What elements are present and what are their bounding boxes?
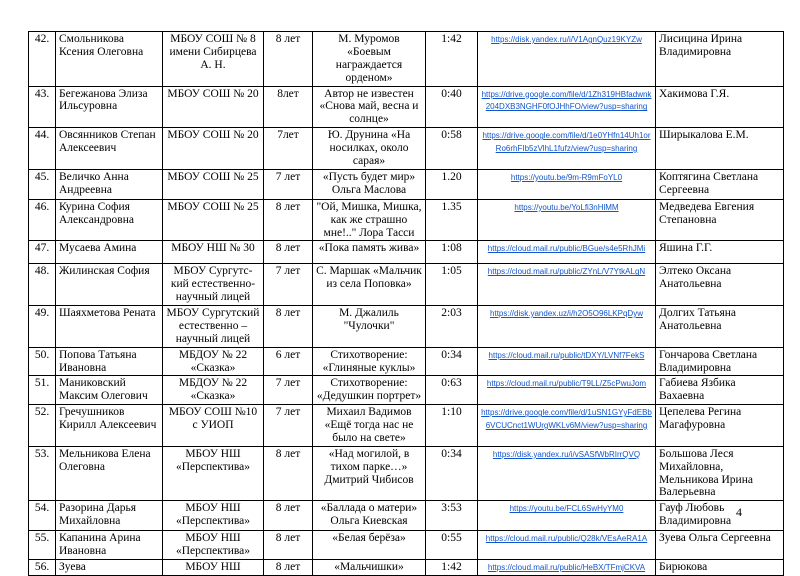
cell-link — [478, 306, 656, 348]
cell-link — [478, 128, 656, 170]
cell-number: 53. — [29, 446, 56, 501]
cell-link — [478, 169, 656, 199]
participants-table — [28, 31, 784, 576]
cell-age: 8 лет — [264, 560, 313, 576]
cell-work-title: М. Джалиль "Чулочки" — [313, 306, 426, 348]
cell-teacher: Медведева Евгения Степановна — [656, 199, 784, 241]
cell-link — [478, 405, 656, 447]
cell-link — [478, 264, 656, 306]
cell-link — [478, 376, 656, 405]
cell-link — [478, 199, 656, 241]
cell-participant-name: Смольникова Ксения Олеговна — [56, 32, 163, 87]
table-body — [29, 32, 784, 576]
cell-school: МБОУ СОШ № 20 — [163, 128, 264, 170]
cell-teacher: Зуева Ольга Сергеевна — [656, 531, 784, 560]
cell-duration: 0:58 — [426, 128, 478, 170]
cell-number: 54. — [29, 501, 56, 531]
cell-age: 7 лет — [264, 376, 313, 405]
work-video-link[interactable]: https://cloud.mail.ru/public/tDXY/LVNf7FekS — [488, 350, 645, 360]
table-row — [29, 264, 784, 306]
cell-number: 56. — [29, 560, 56, 576]
page-number: 4 — [736, 505, 742, 519]
work-video-link[interactable]: https://disk.yandex.ru/i/vSASfWbRIrrQVQ — [492, 449, 641, 459]
cell-teacher: Элтеко Оксана Анатольевна — [656, 264, 784, 306]
cell-link — [478, 347, 656, 376]
cell-age: 8 лет — [264, 501, 313, 531]
cell-teacher: Большова Леся Михайловна, Мельникова Ирина Валерьевна — [656, 446, 784, 501]
cell-duration: 0:34 — [426, 347, 478, 376]
cell-work-title: Стихотворение: «Дедушкин портрет» — [313, 376, 426, 405]
cell-work-title: Автор не известен «Снова май, весна и солнце» — [313, 86, 426, 128]
cell-participant-name: Величко Анна Андреевна — [56, 169, 163, 199]
cell-age: 8 лет — [264, 306, 313, 348]
cell-school: МБОУ НШ «Перспектива» — [163, 446, 264, 501]
cell-participant-name: Попова Татьяна Ивановна — [56, 347, 163, 376]
cell-work-title: «Баллада о матери» Ольга Киевская — [313, 501, 426, 531]
table-row — [29, 169, 784, 199]
table-row — [29, 241, 784, 264]
cell-duration: 1:42 — [426, 32, 478, 87]
cell-age: 8 лет — [264, 531, 313, 560]
cell-participant-name: Мельникова Елена Олеговна — [56, 446, 163, 501]
table-row — [29, 306, 784, 348]
work-video-link[interactable]: https://drive.google.com/file/d/1uSN1GYyFdEBb6VCUCnct1WUrgWKLv6M/view?usp=sharing — [481, 408, 652, 430]
cell-participant-name: Жилинская София — [56, 264, 163, 306]
table-row — [29, 199, 784, 241]
cell-participant-name: Зуева — [56, 560, 163, 576]
cell-duration: 1:42 — [426, 560, 478, 576]
cell-link — [478, 501, 656, 531]
cell-duration: 1.35 — [426, 199, 478, 241]
cell-participant-name: Курина София Александровна — [56, 199, 163, 241]
cell-number: 42. — [29, 32, 56, 87]
cell-work-title: Стихотворение: «Глиняные куклы» — [313, 347, 426, 376]
cell-school: МБОУ СОШ №10 с УИОП — [163, 405, 264, 447]
cell-teacher: Гауф Любовь Владимировна — [656, 501, 784, 531]
cell-number: 47. — [29, 241, 56, 264]
cell-number: 55. — [29, 531, 56, 560]
cell-age: 8 лет — [264, 446, 313, 501]
cell-number: 49. — [29, 306, 56, 348]
cell-teacher: Бирюкова — [656, 560, 784, 576]
work-video-link[interactable]: https://cloud.mail.ru/public/T9LL/Z5cPwuJom — [486, 379, 647, 389]
cell-work-title: «Пока память жива» — [313, 241, 426, 264]
cell-work-title: Ю. Друнина «На носилках, около сарая» — [313, 128, 426, 170]
cell-participant-name: Овсянников Степан Алексеевич — [56, 128, 163, 170]
cell-number: 45. — [29, 169, 56, 199]
cell-link — [478, 446, 656, 501]
cell-duration: 1:05 — [426, 264, 478, 306]
cell-work-title: С. Маршак «Мальчик из села Поповка» — [313, 264, 426, 306]
work-video-link[interactable]: https://youtu.be/FCL6SwHyYM0 — [509, 504, 624, 514]
cell-teacher: Габиева Язбика Вахаевна — [656, 376, 784, 405]
work-video-link[interactable]: https://cloud.mail.ru/public/HeBX/TFmjCKVA — [487, 563, 646, 572]
cell-number: 46. — [29, 199, 56, 241]
cell-school: МБОУ СОШ № 25 — [163, 199, 264, 241]
cell-work-title: «Пусть будет мир» Ольга Маслова — [313, 169, 426, 199]
table-row — [29, 560, 784, 576]
cell-duration: 3:53 — [426, 501, 478, 531]
cell-duration: 2:03 — [426, 306, 478, 348]
table-row — [29, 501, 784, 531]
cell-age: 7 лет — [264, 264, 313, 306]
table-row — [29, 376, 784, 405]
cell-teacher: Гончарова Светлана Владимировна — [656, 347, 784, 376]
cell-participant-name: Мусаева Амина — [56, 241, 163, 264]
cell-participant-name: Шаяхметова Рената — [56, 306, 163, 348]
cell-number: 52. — [29, 405, 56, 447]
table-row — [29, 128, 784, 170]
cell-teacher: Яшина Г.Г. — [656, 241, 784, 264]
cell-age: 8лет — [264, 86, 313, 128]
cell-work-title: "Ой, Мишка, Мишка, как же страшно мне!.." Лора Тасси — [313, 199, 426, 241]
cell-participant-name: Разорина Дарья Михайловна — [56, 501, 163, 531]
cell-teacher: Лисицина Ирина Владимировна — [656, 32, 784, 87]
cell-work-title: «Мальчишки» — [313, 560, 426, 576]
cell-age: 7лет — [264, 128, 313, 170]
cell-work-title: М. Муромов «Боевым награждается орденом» — [313, 32, 426, 87]
cell-age: 8 лет — [264, 199, 313, 241]
cell-duration: 0:34 — [426, 446, 478, 501]
cell-school: МБОУ СОШ № 20 — [163, 86, 264, 128]
cell-number: 50. — [29, 347, 56, 376]
cell-duration: 1.20 — [426, 169, 478, 199]
cell-work-title: «Над могилой, в тихом парке…» Дмитрий Чибисов — [313, 446, 426, 501]
cell-school: МБОУ Сургутский естественно – научный лицей — [163, 306, 264, 348]
cell-duration: 0:40 — [426, 86, 478, 128]
work-video-link[interactable]: https://youtu.be/YoLfi3nHlMM — [514, 202, 619, 212]
cell-link — [478, 531, 656, 560]
cell-participant-name: Бегежанова Элиза Ильсуровна — [56, 86, 163, 128]
cell-number: 43. — [29, 86, 56, 128]
table-row — [29, 347, 784, 376]
work-video-link[interactable]: https://disk.yandex.uz/i/h2O5O96LKPqDyw — [490, 309, 643, 318]
table-row — [29, 531, 784, 560]
work-video-link[interactable]: https://cloud.mail.ru/public/Q28k/VEsAeRA1A — [485, 534, 648, 544]
cell-school: МБДОУ № 22 «Сказка» — [163, 347, 264, 376]
cell-number: 44. — [29, 128, 56, 170]
cell-participant-name: Гречушников Кирилл Алексеевич — [56, 405, 163, 447]
cell-number: 51. — [29, 376, 56, 405]
cell-participant-name: Капанина Арина Ивановна — [56, 531, 163, 560]
cell-link — [478, 241, 656, 264]
table-row — [29, 32, 784, 87]
cell-age: 6 лет — [264, 347, 313, 376]
cell-school: МБДОУ № 22 «Сказка» — [163, 376, 264, 405]
table-row — [29, 86, 784, 128]
table-row — [29, 446, 784, 501]
cell-age: 7 лет — [264, 405, 313, 447]
cell-participant-name: Маниковский Максим Олегович — [56, 376, 163, 405]
work-video-link[interactable]: https://drive.google.com/file/d/1Zh319HBfadwnk204DXB3NGHF0fOJHhFO/view?usp=sharing — [481, 89, 652, 112]
cell-school: МБОУ НШ «Перспектива» — [163, 531, 264, 560]
cell-link — [478, 86, 656, 128]
cell-duration: 1:10 — [426, 405, 478, 447]
table-row — [29, 405, 784, 447]
work-video-link[interactable]: https://youtu.be/9m-R9mFoYL0 — [510, 172, 623, 182]
cell-school: МБОУ НШ «Перспектива» — [163, 501, 264, 531]
cell-work-title: «Белая берёза» — [313, 531, 426, 560]
work-video-link[interactable]: https://cloud.mail.ru/public/ZYnL/V7YtkALgN — [487, 267, 646, 277]
cell-teacher: Коптягина Светлана Сергеевна — [656, 169, 784, 199]
work-video-link[interactable]: https://disk.yandex.ru/i/V1AgnQuz19KYZw — [491, 35, 642, 44]
cell-link — [478, 560, 656, 576]
cell-school: МБОУ НШ — [163, 560, 264, 576]
work-video-link[interactable]: https://drive.google.com/file/d/1e0YHfn14Uh1orRo6rhFIb5zVlhL1fufz/view?usp=sharing — [482, 131, 651, 153]
cell-duration: 0:55 — [426, 531, 478, 560]
cell-school: МБОУ СОШ № 25 — [163, 169, 264, 199]
cell-teacher: Ширыкалова Е.М. — [656, 128, 784, 170]
work-video-link[interactable]: https://cloud.mail.ru/public/BGue/s4e5RhJMi — [487, 244, 646, 254]
cell-school: МБОУ НШ № 30 — [163, 241, 264, 264]
cell-number: 48. — [29, 264, 56, 306]
cell-teacher: Цепелева Регина Магафуровна — [656, 405, 784, 447]
cell-age: 8 лет — [264, 32, 313, 87]
cell-age: 7 лет — [264, 169, 313, 199]
cell-work-title: Михаил Вадимов «Ещё тогда нас не было на свете» — [313, 405, 426, 447]
cell-teacher: Долгих Татьяна Анатольевна — [656, 306, 784, 348]
cell-duration: 0:63 — [426, 376, 478, 405]
cell-duration: 1:08 — [426, 241, 478, 264]
cell-link — [478, 32, 656, 87]
cell-school: МБОУ СОШ № 8 имени Сибирцева А. Н. — [163, 32, 264, 87]
cell-teacher: Хакимова Г.Я. — [656, 86, 784, 128]
cell-age: 8 лет — [264, 241, 313, 264]
cell-school: МБОУ Сургутс-кий естественно-научный лицей — [163, 264, 264, 306]
